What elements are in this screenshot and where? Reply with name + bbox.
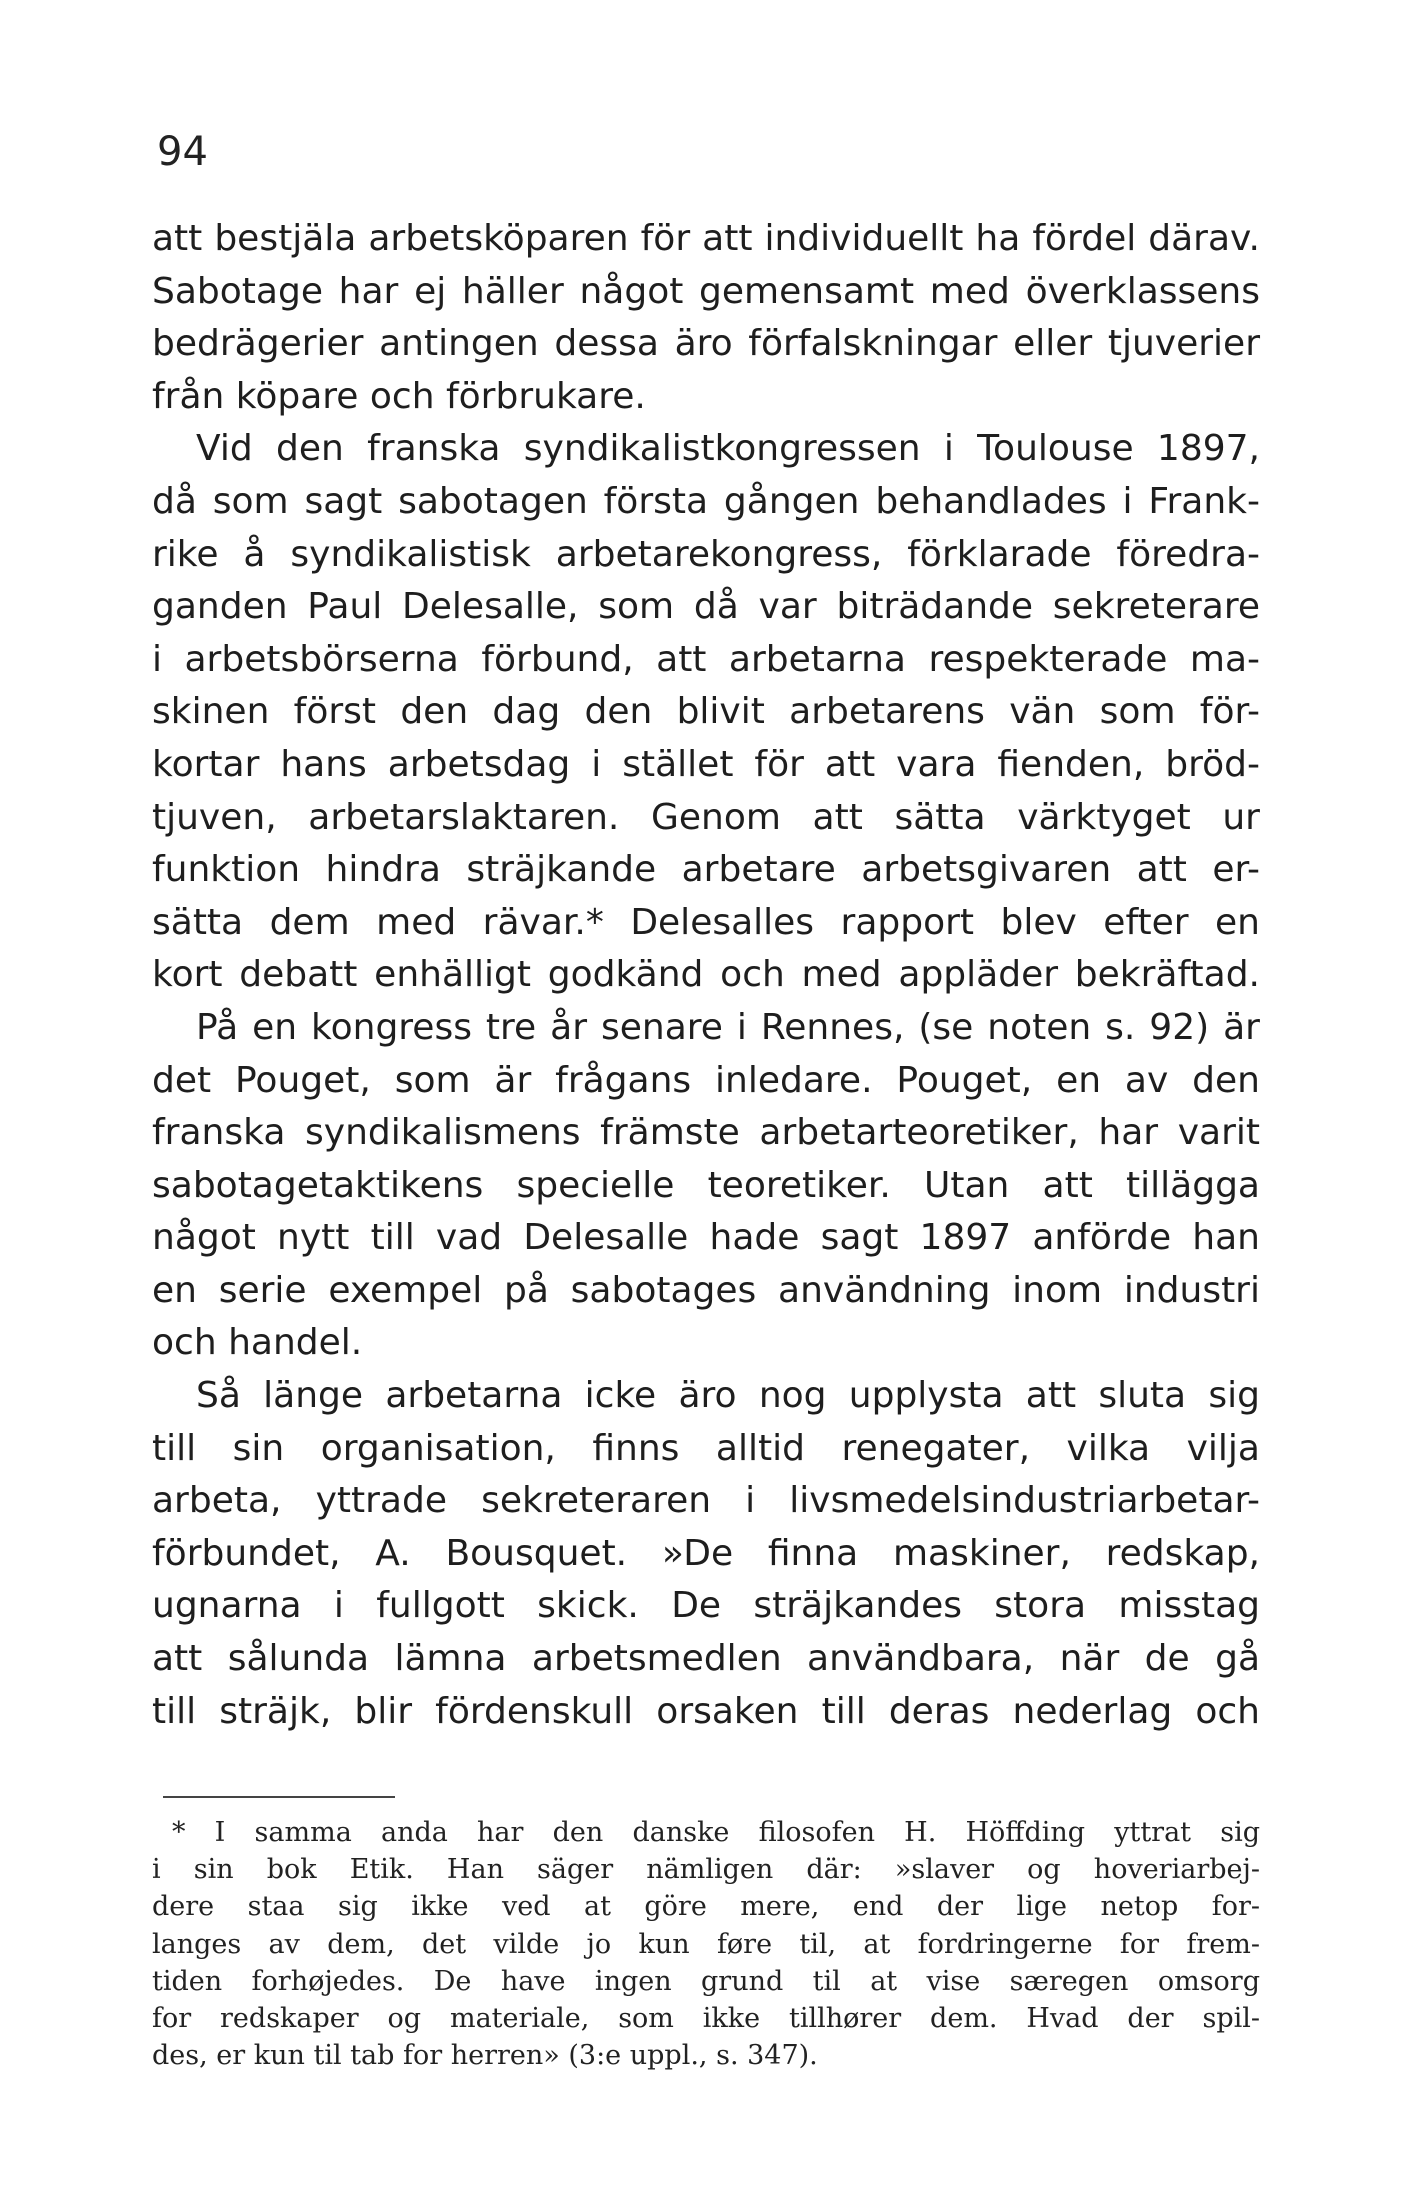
text-line: det Pouget, som är frågans inledare. Pouget, en av den xyxy=(152,1059,1260,1101)
footnote-line: i sin bok Etik. Han säger nämligen där: »slaver og hoveriarbej- xyxy=(152,1854,1260,1886)
text-line: och handel. xyxy=(152,1322,363,1364)
text-line: då som sagt sabotagen första gången behandlades i Frank- xyxy=(152,480,1260,522)
text-line: tjuven, arbetarslaktaren. Genom att sätta värktyget ur xyxy=(152,796,1260,838)
text-line: Sabotage har ej häller något gemensamt med överklassens xyxy=(152,270,1260,312)
text-line: kort debatt enhälligt godkänd och med appläder bekräftad. xyxy=(152,954,1260,996)
text-line: franska syndikalismens främste arbetarteoretiker, har varit xyxy=(152,1112,1260,1154)
text-line: skinen först den dag den blivit arbetarens vän som för- xyxy=(152,691,1260,733)
text-line: att bestjäla arbetsköparen för att individuellt ha fördel därav. xyxy=(152,218,1260,259)
footnote-line: tiden forhøjedes. De have ingen grund til at vise særegen omsorg xyxy=(152,1965,1260,1997)
text-line: till sträjk, blir fördenskull orsaken till deras nederlag och xyxy=(152,1690,1260,1732)
footnote-line: des, er kun til tab for herren» (3:e uppl., s. 347). xyxy=(152,2040,818,2072)
text-line: Vid den franska syndikalistkongressen i Toulouse 1897, xyxy=(196,428,1260,470)
page-number: 94 xyxy=(157,129,208,175)
footnote-line: for redskaper og materiale, som ikke tillhører dem. Hvad der spil- xyxy=(152,2002,1260,2034)
footnote-line: langes av dem, det vilde jo kun føre til, at fordringerne for frem- xyxy=(152,1928,1260,1960)
text-line: i arbetsbörserna förbund, att arbetarna respekterade ma- xyxy=(152,638,1260,680)
text-line: kortar hans arbetsdag i stället för att vara fienden, bröd- xyxy=(152,743,1260,785)
text-line: bedrägerier antingen dessa äro förfalskningar eller tjuverier xyxy=(152,323,1260,365)
footnote-line: * I samma anda har den danske filosofen H. Höffding yttrat sig xyxy=(172,1817,1260,1848)
text-line: funktion hindra sträjkande arbetare arbetsgivaren att er- xyxy=(152,849,1260,891)
footnote-line: dere staa sig ikke ved at göre mere, end der lige netop for- xyxy=(152,1891,1260,1923)
text-line: ugnarna i fullgott skick. De sträjkandes stora misstag xyxy=(152,1585,1260,1627)
text-line: sätta dem med rävar.* Delesalles rapport blev efter en xyxy=(152,901,1260,943)
text-line: förbundet, A. Bousquet. »De finna maskiner, redskap, xyxy=(152,1532,1260,1574)
body-text xyxy=(152,213,1260,1738)
text-line: På en kongress tre år senare i Rennes, (se noten s. 92) är xyxy=(196,1006,1260,1048)
footnote-divider xyxy=(163,1796,395,1798)
footnote xyxy=(152,1814,1260,2074)
text-line: något nytt till vad Delesalle hade sagt 1897 anförde han xyxy=(152,1217,1260,1259)
text-line: Så länge arbetarna icke äro nog upplysta att sluta sig xyxy=(196,1375,1260,1417)
text-line: en serie exempel på sabotages användning inom industri xyxy=(152,1269,1260,1311)
text-line: till sin organisation, finns alltid renegater, vilka vilja xyxy=(152,1427,1260,1469)
text-line: att sålunda lämna arbetsmedlen användbara, när de gå xyxy=(152,1638,1260,1680)
text-line: från köpare och förbrukare. xyxy=(152,375,646,417)
text-line: arbeta, yttrade sekreteraren i livsmedelsindustriarbetar- xyxy=(152,1480,1260,1522)
text-line: sabotagetaktikens specielle teoretiker. Utan att tillägga xyxy=(152,1164,1260,1206)
text-line: rike å syndikalistisk arbetarekongress, förklarade föredra- xyxy=(152,533,1260,575)
text-line: ganden Paul Delesalle, som då var biträdande sekreterare xyxy=(152,586,1260,628)
